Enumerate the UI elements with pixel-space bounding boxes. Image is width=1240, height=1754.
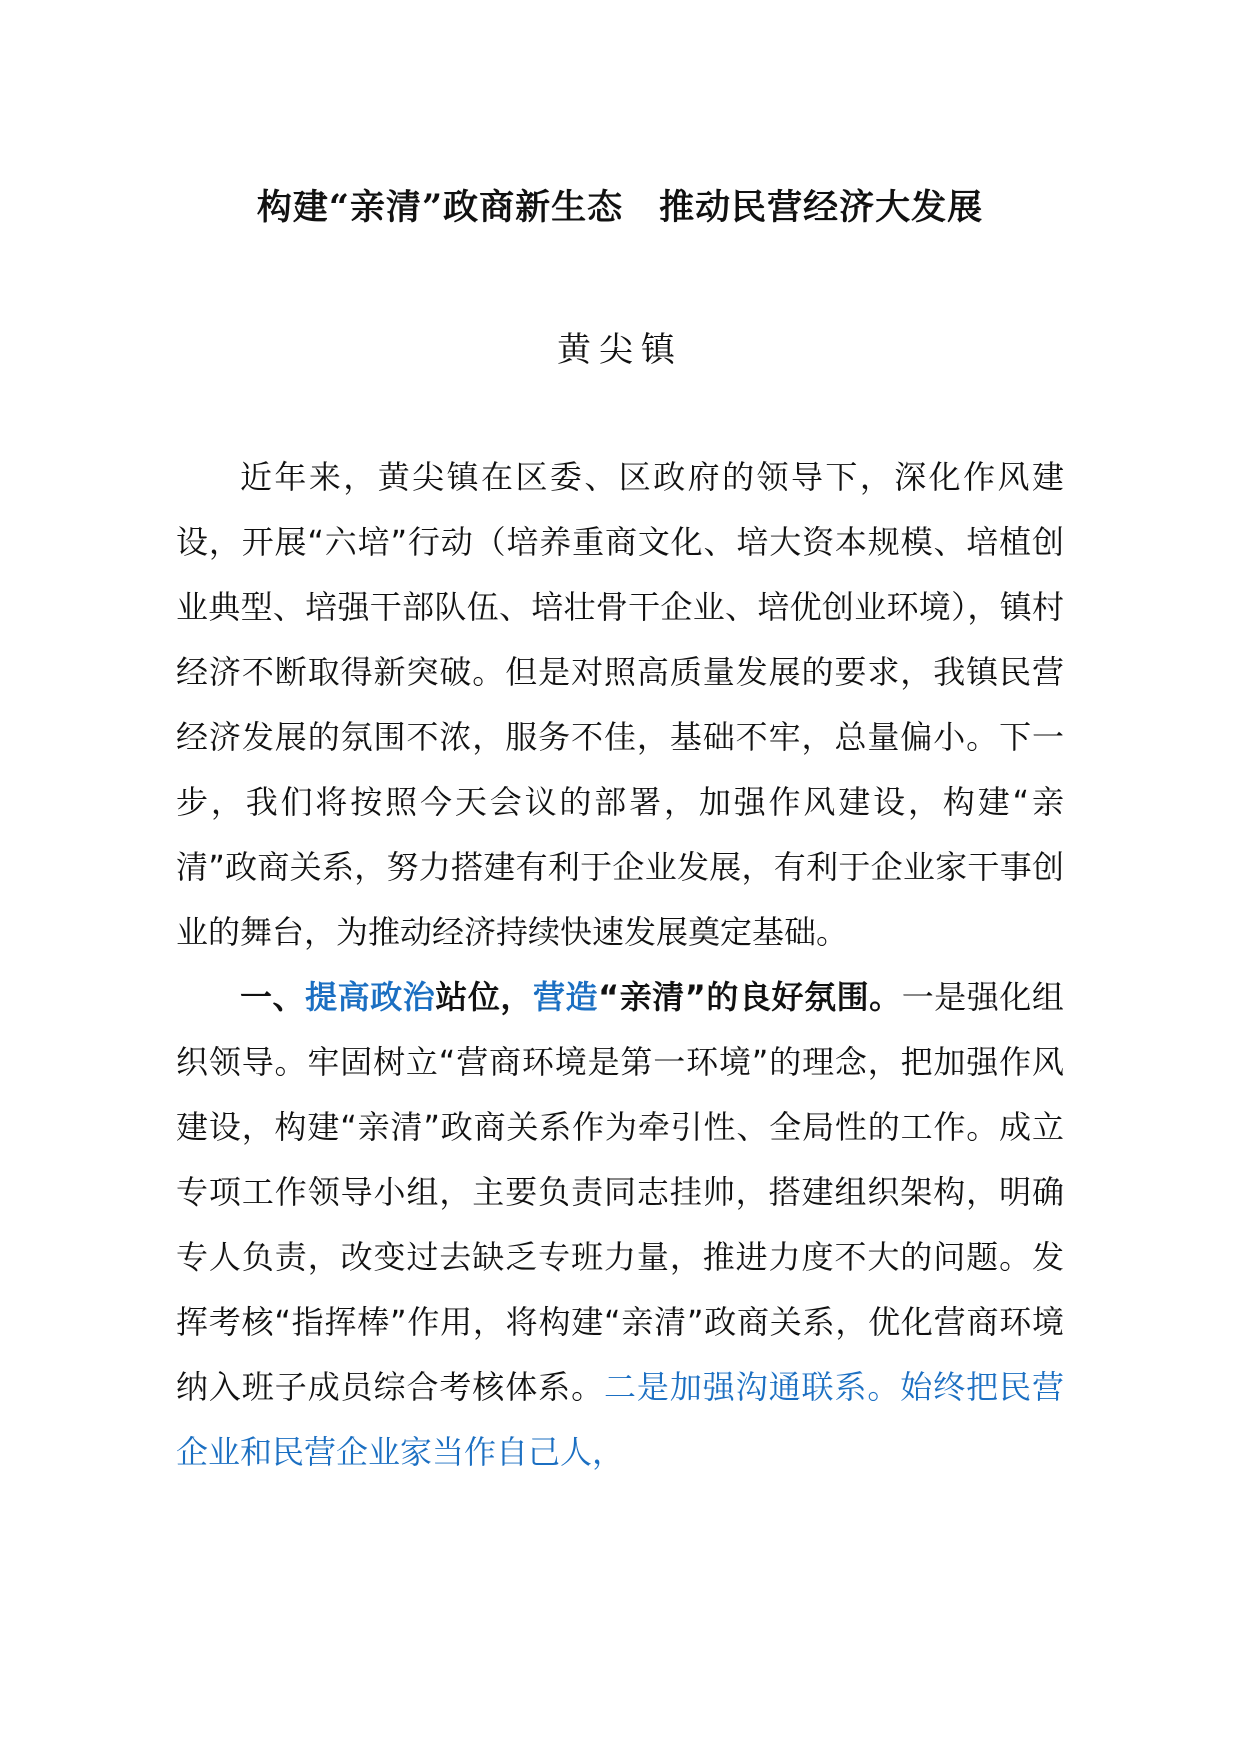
- document-body: [176, 445, 1064, 1485]
- section-1-heading-text-2: “亲清”的良好氛围。: [598, 978, 902, 1016]
- section-1-paragraph: [176, 965, 1064, 1485]
- intro-paragraph: 近年来，黄尖镇在区委、区政府的领导下，深化作风建设，开展“六培”行动（培养重商文化、培大资本规模、培植创业典型、培强干部队伍、培壮骨干企业、培优创业环境），镇村经济不断取得新突破。但是对照高质量发展的要求，我镇民营经济发展的氛围不浓，服务不佳，基础不牢，总量偏小。下一步，我们将按照今天会议的部署，加强作风建设，构建“亲清”政商关系，努力搭建有利于企业发展，有利于企业家干事创业的舞台，为推动经济持续快速发展奠定基础。: [176, 458, 1064, 951]
- section-1-heading-number: 一、: [240, 978, 306, 1016]
- author-name: 黄尖镇: [557, 330, 683, 370]
- section-1-heading-highlight-1: 提高政治: [305, 978, 436, 1016]
- section-1-body-text: 一是强化组织领导。牢固树立“营商环境是第一环境”的理念，把加强作风建设，构建“亲清”政商关系作为牵引性、全局性的工作。成立专项工作领导小组，主要负责同志挂帅，搭建组织架构，明确专人负责，改变过去缺乏专班力量，推进力度不大的问题。发挥考核“指挥棒”作用，将构建“亲清”政商关系，优化营商环境纳入班子成员综合考核体系。: [176, 978, 1064, 1406]
- section-1-heading-text-1: 站位，: [435, 978, 533, 1016]
- section-1-highlighted-text: 二是加强沟通联系。始终把民营企业和民营企业家当作自己人，: [176, 1368, 1064, 1471]
- section-1-heading-highlight-2: 营造: [533, 978, 599, 1016]
- document-title: 构建“亲清”政商新生态 推动民营经济大发展: [256, 187, 984, 228]
